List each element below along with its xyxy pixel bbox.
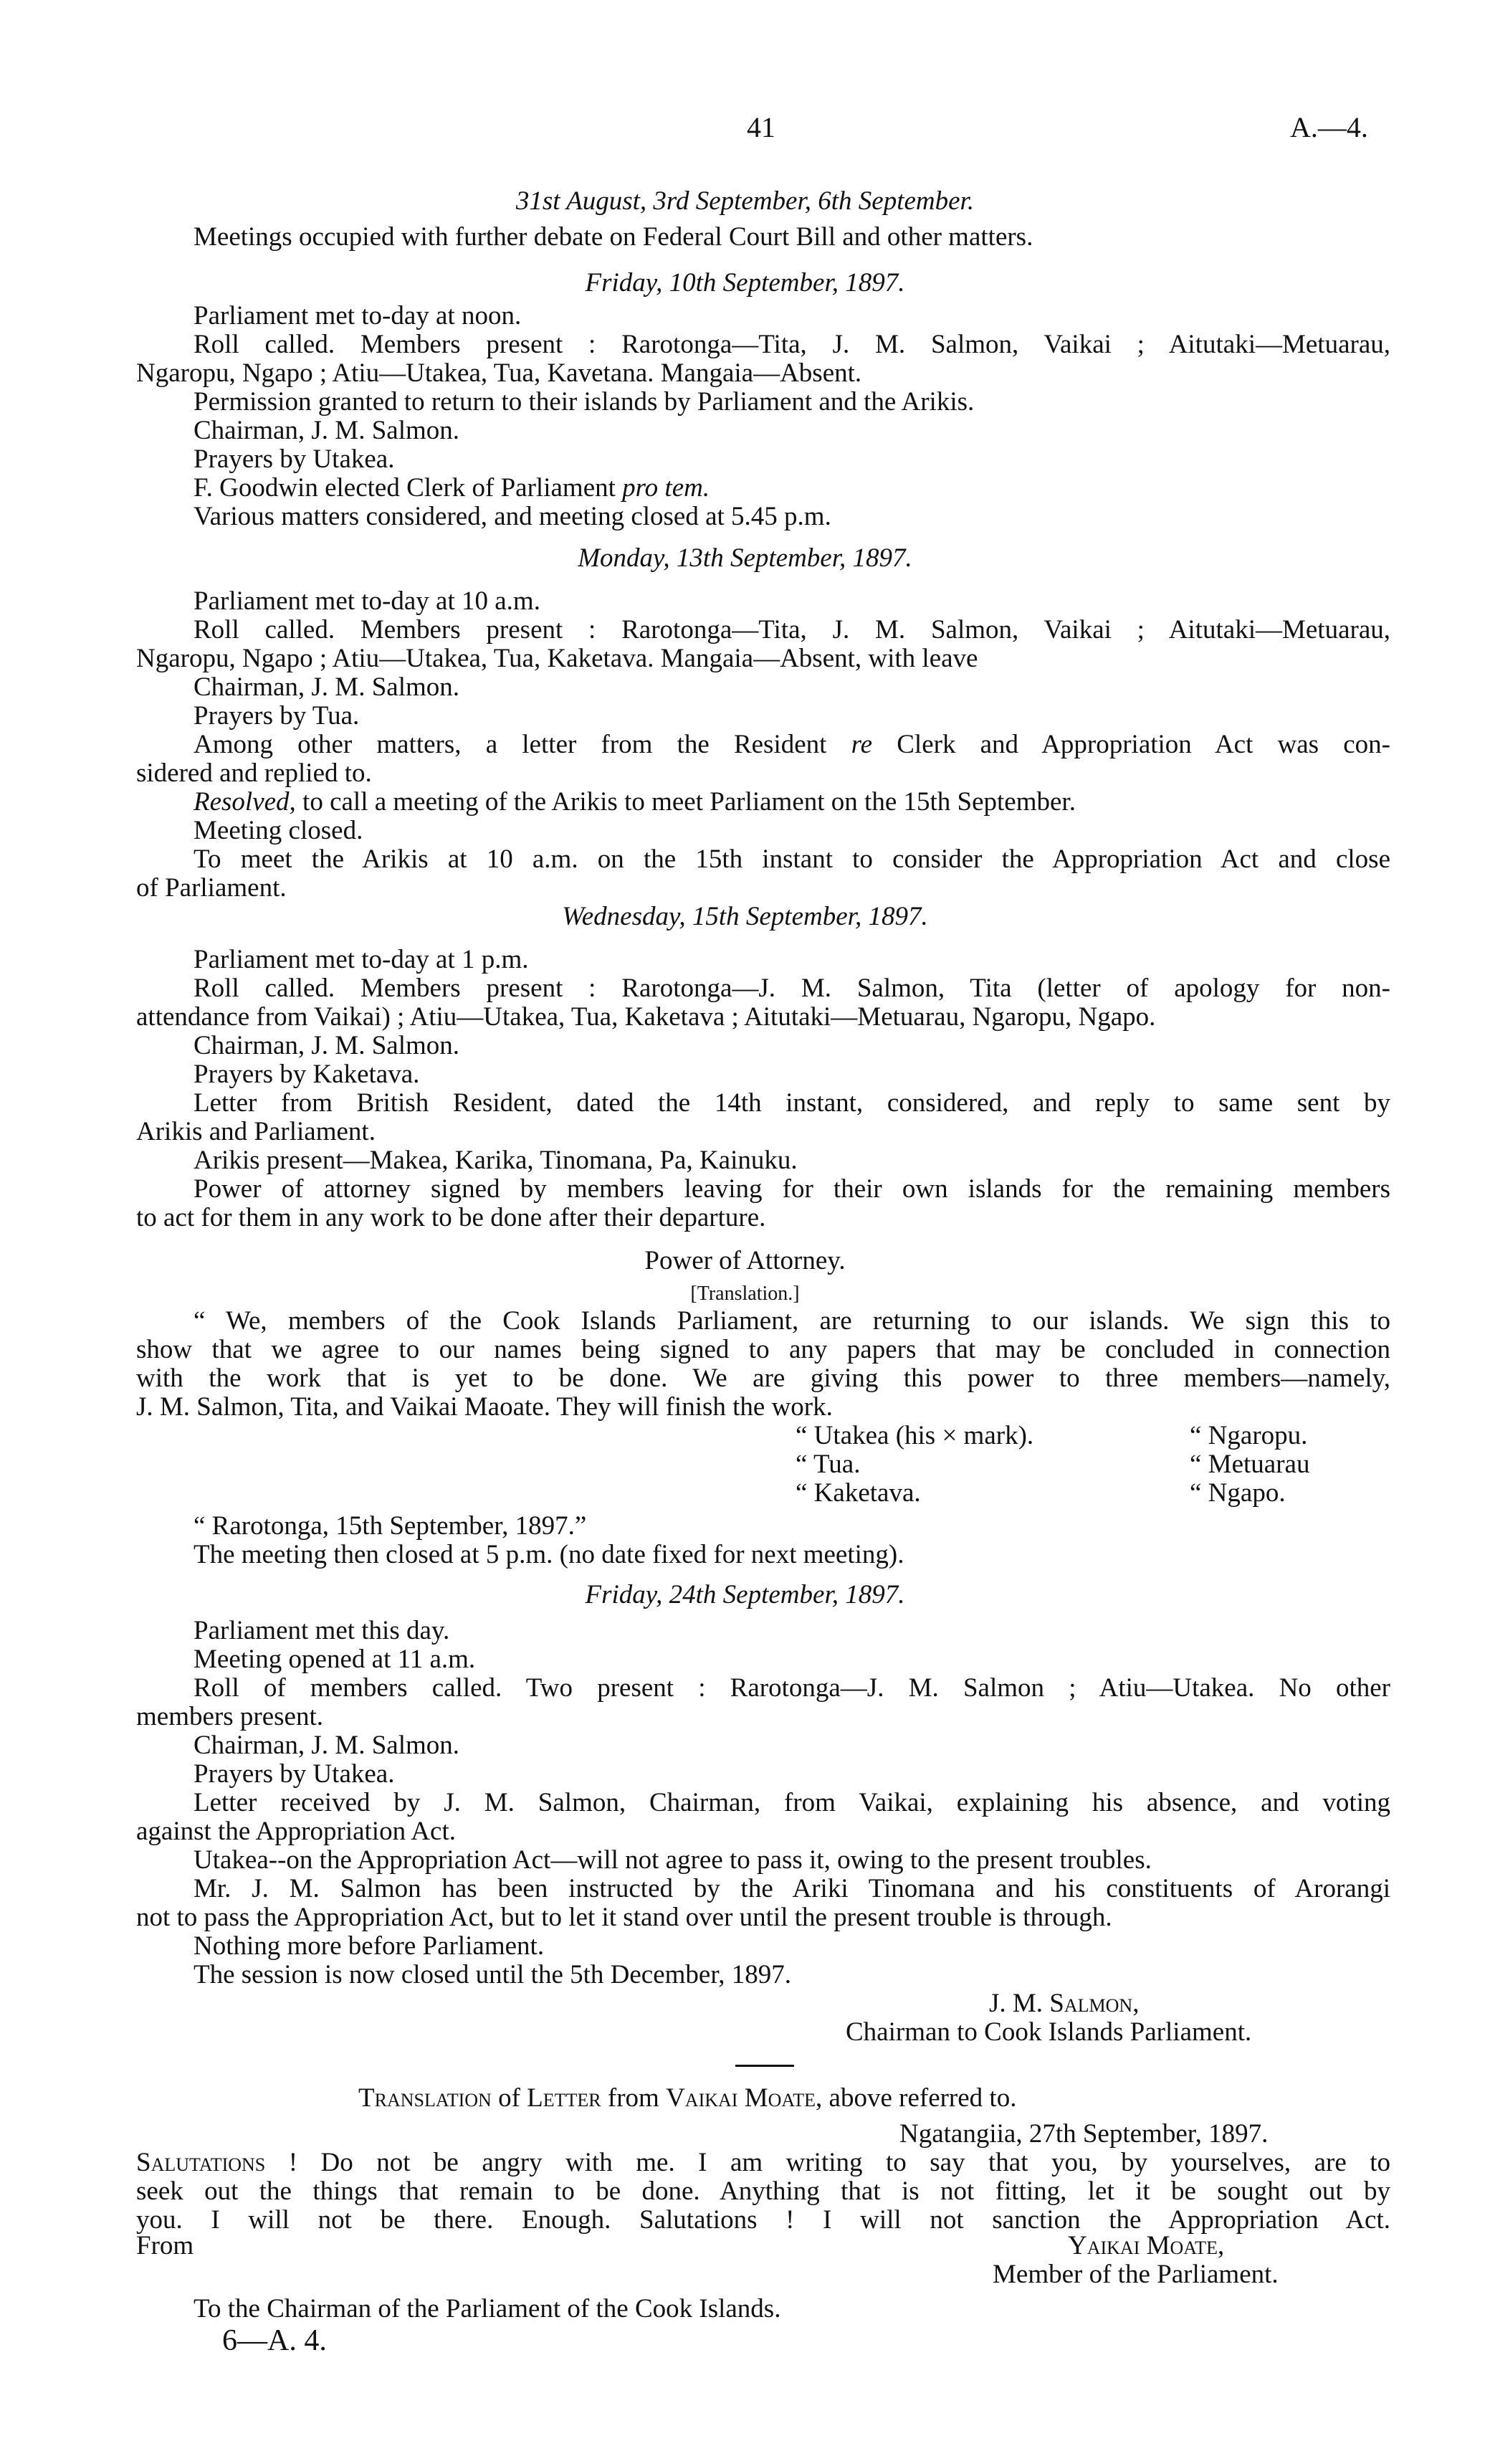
paragraph-line: Chairman, J. M. Salmon. [194,1731,460,1760]
paragraph-line: Prayers by Kaketava. [194,1060,420,1089]
text-run-italic: Resolved, [194,787,296,817]
paragraph-line: Prayers by Utakea. [194,444,395,474]
quote-line: “ We, members of the Cook Islands Parliament, are returning to our islands. We sign this to [194,1306,1390,1336]
letter-line [136,2148,1390,2178]
section-divider [735,2065,794,2067]
paragraph-line: The meeting then closed at 5 p.m. (no date fixed for next meeting). [194,1540,904,1569]
text-run: Translation [358,2083,492,2113]
paragraph-line [194,473,710,503]
paragraph-line: Arikis and Parliament. [136,1117,376,1146]
paragraph-line: Chairman, J. M. Salmon. [194,416,460,445]
paragraph-line: Meeting opened at 11 a.m. [194,1645,476,1674]
signatory: “ Metuarau [1190,1450,1310,1479]
paragraph-line: Meetings occupied with further debate on Federal Court Bill and other matters. [194,222,1033,252]
paragraph-line: Letter received by J. M. Salmon, Chairman, from Vaikai, explaining his absence, and voting [194,1788,1390,1817]
paragraph-line: attendance from Vaikai) ; Atiu—Utakea, Tua, Kaketava ; Aitutaki—Metuarau, Ngaropu, Ngapo. [136,1002,1156,1032]
paragraph-line: to act for them in any work to be done after their departure. [136,1203,766,1232]
quote-line: with the work that is yet to be done. We are giving this power to three members—namely, [136,1364,1390,1393]
paragraph-line: Parliament met this day. [194,1616,450,1645]
paragraph-line: Parliament met to-day at 10 a.m. [194,586,540,616]
paragraph-line: Ngaropu, Ngapo ; Atiu—Utakea, Tua, Kavetana. Mangaia—Absent. [136,358,862,388]
text-run: of [491,2083,527,2113]
paragraph-line: Parliament met to-day at noon. [194,301,522,330]
text-run: Do not be angry with me. I am writing to say that you, by yourselves, are to [297,2148,1390,2177]
section-heading: Friday, 10th September, 1897. [585,268,905,298]
paragraph-line: of Parliament. [136,873,287,903]
document-reference: A.—4. [1290,111,1368,143]
signatory: “ Tua. [796,1450,861,1479]
text-run-italic: pro tem. [622,473,710,503]
letter-heading [358,2083,1016,2113]
text-run: from [601,2083,667,2113]
signature-title: Member of the Parliament. [993,2260,1279,2289]
paragraph-line: not to pass the Appropriation Act, but to let it stand over until the present trouble is through. [136,1903,1112,1932]
section-heading: Wednesday, 15th September, 1897. [562,902,928,931]
signature-name: J. M. Salmon, [989,1989,1140,2018]
paragraph-line: Roll called. Members present : Rarotonga—J. M. Salmon, Tita (letter of apology for non- [194,974,1390,1003]
signatory: “ Kaketava. [796,1478,921,1508]
power-of-attorney-title: Power of Attorney. [644,1246,846,1275]
signature-title: Chairman to Cook Islands Parliament. [846,2017,1252,2047]
text-run: Vaikai Moate, [666,2083,823,2113]
paragraph-line: Letter from British Resident, dated the 14th instant, considered, and reply to same sent by [194,1088,1390,1118]
text-run: Clerk and Appropriation Act was con- [872,730,1391,759]
text-run: Letter [527,2083,601,2113]
text-run: Salutations ! [136,2148,298,2177]
paragraph-line: Chairman, J. M. Salmon. [194,1031,460,1060]
text-run: to call a meeting of the Arikis to meet Parliament on the 15th September. [295,787,1076,817]
paragraph-line: members present. [136,1702,323,1731]
quote-line: show that we agree to our names being signed to any papers that may be concluded in connection [136,1335,1390,1364]
signatory: “ Ngaropu. [1190,1421,1308,1450]
paragraph-line: sidered and replied to. [136,758,372,788]
signatory: “ Ngapo. [1190,1478,1286,1508]
translation-note: [Translation.] [690,1283,800,1305]
paragraph-line: against the Appropriation Act. [136,1817,456,1846]
paragraph-line: Nothing more before Parliament. [194,1931,545,1961]
letter-line: seek out the things that remain to be done. Anything that is not fitting, let it be sought out by [136,2177,1390,2206]
paragraph-line: Roll called. Members present : Rarotonga—Tita, J. M. Salmon, Vaikai ; Aitutaki—Metuarau, [194,615,1390,644]
paragraph-line: “ Rarotonga, 15th September, 1897.” [194,1511,587,1541]
paragraph-line: Chairman, J. M. Salmon. [194,672,460,702]
paragraph-line: Ngaropu, Ngapo ; Atiu—Utakea, Tua, Kaketava. Mangaia—Absent, with leave [136,644,978,673]
text-run-italic: re [851,730,873,759]
section-heading: 31st August, 3rd September, 6th September. [515,186,975,216]
text-run: Among other matters, a letter from the Resident [194,730,851,759]
letter-addressee: To the Chairman of the Parliament of the Cook Islands. [194,2294,781,2323]
paragraph-line: Roll called. Members present : Rarotonga—Tita, J. M. Salmon, Vaikai ; Aitutaki—Metuarau, [194,330,1390,359]
paragraph-line: Power of attorney signed by members leaving for their own islands for the remaining members [194,1174,1390,1204]
paragraph-line [194,787,1076,817]
paragraph-line: Various matters considered, and meeting closed at 5.45 p.m. [194,502,831,531]
paragraph-line: Parliament met to-day at 1 p.m. [194,945,529,974]
paragraph-line [194,730,1390,760]
paragraph-line: Mr. J. M. Salmon has been instructed by the Ariki Tinomana and his constituents of Arorangi [194,1874,1390,1903]
page-number: 41 [747,111,775,143]
section-heading: Friday, 24th September, 1897. [585,1580,905,1609]
paragraph-line: Arikis present—Makea, Karika, Tinomana, Pa, Kainuku. [194,1146,798,1175]
paragraph-line: Permission granted to return to their islands by Parliament and the Arikis. [194,387,975,417]
paragraph-line: Meeting closed. [194,816,363,845]
paragraph-line: Prayers by Utakea. [194,1759,395,1789]
section-heading: Monday, 13th September, 1897. [578,543,912,573]
paragraph-line: Prayers by Tua. [194,701,360,731]
signature-name: Yaikai Moate, [1068,2231,1225,2260]
paragraph-line: The session is now closed until the 5th December, 1897. [194,1960,791,1989]
paragraph-line: Utakea--on the Appropriation Act—will not agree to pass it, owing to the present troubles. [194,1845,1152,1875]
text-run: F. Goodwin elected Clerk of Parliament [194,473,623,503]
quote-line: J. M. Salmon, Tita, and Vaikai Maoate. They will finish the work. [136,1392,833,1422]
paragraph-line: Roll of members called. Two present : Rarotonga—J. M. Salmon ; Atiu—Utakea. No other [194,1673,1390,1703]
letter-line: From [136,2231,194,2260]
text-run: above referred to. [822,2083,1017,2113]
paragraph-line: To meet the Arikis at 10 a.m. on the 15th instant to consider the Appropriation Act and close [194,845,1390,874]
signatory: “ Utakea (his × mark). [796,1421,1034,1450]
letter-dateline: Ngatangiia, 27th September, 1897. [899,2119,1269,2149]
signature-mark: 6—A. 4. [222,2324,327,2357]
letter-line: you. I will not be there. Enough. Salutations ! I will not sanction the Appropriation Act. [136,2205,1390,2235]
